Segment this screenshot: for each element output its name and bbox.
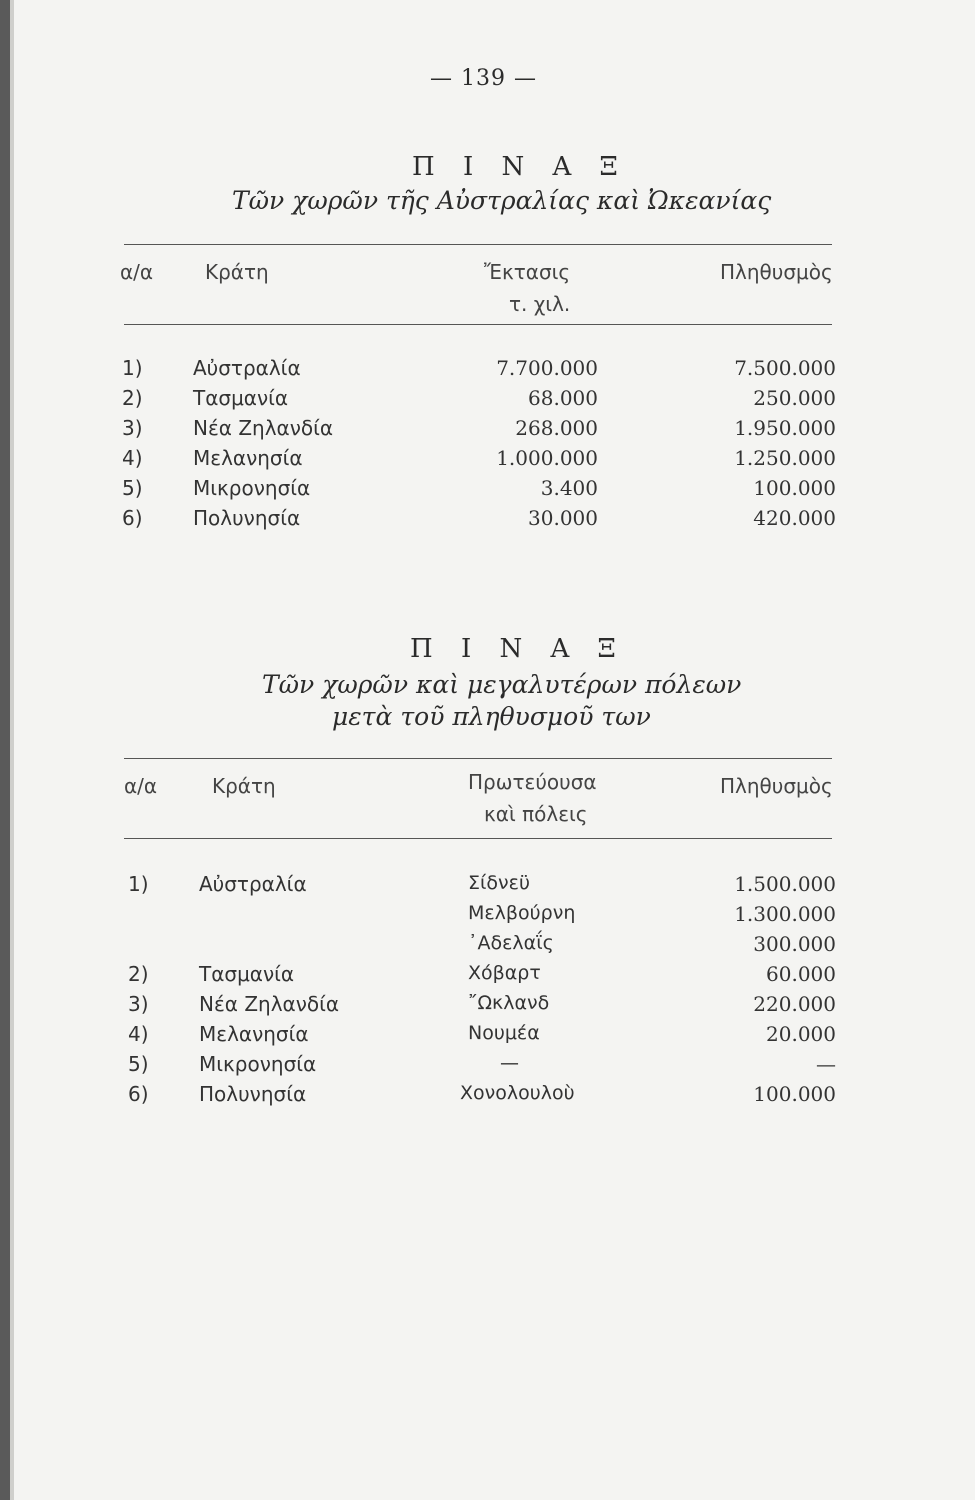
table2-header-rule <box>124 838 832 839</box>
row-index: 5) <box>122 476 143 500</box>
page-number: — 139 — <box>430 66 537 91</box>
row-state: Μικρονησία <box>199 1052 317 1076</box>
table2-header-population: Πληθυσμὸς <box>720 774 833 798</box>
row-city: Χόβαρτ <box>468 962 541 984</box>
row-city: Χονολουλοὺ <box>460 1082 575 1104</box>
row-population: 300.000 <box>753 932 836 956</box>
table2-header-state: Κράτη <box>212 774 276 798</box>
table1-title: Π Ι Ν Α Ξ <box>412 152 628 182</box>
table1-header-population: Πληθυσμὸς <box>720 260 833 284</box>
row-state: Αὐστραλία <box>199 872 307 896</box>
row-population: 1.300.000 <box>734 902 836 926</box>
table1-top-rule <box>124 244 832 245</box>
row-city: Σίδνεϋ <box>468 872 530 894</box>
page-binding-edge <box>0 0 10 1500</box>
row-state: Μελανησία <box>199 1022 309 1046</box>
row-area: 268.000 <box>515 416 598 440</box>
row-area: 68.000 <box>528 386 598 410</box>
table1-subtitle: Τῶν χωρῶν τῆς Αὐστραλίας καὶ Ὠκεανίας <box>232 186 772 215</box>
table2-title: Π Ι Ν Α Ξ <box>410 634 626 664</box>
row-index: 5) <box>128 1052 149 1076</box>
row-area: 1.000.000 <box>496 446 598 470</box>
row-population: 7.500.000 <box>734 356 836 380</box>
row-index: 1) <box>122 356 143 380</box>
row-index: 1) <box>128 872 149 896</box>
row-population: 250.000 <box>753 386 836 410</box>
row-city: — <box>500 1052 519 1074</box>
row-population: — <box>816 1052 836 1076</box>
row-index: 2) <box>128 962 149 986</box>
row-area: 7.700.000 <box>496 356 598 380</box>
row-state: Τασμανία <box>193 386 289 410</box>
table2-subtitle-line1: Τῶν χωρῶν καὶ μεγαλυτέρων πόλεων <box>262 670 742 699</box>
table2-header-capital-line2: καὶ πόλεις <box>484 802 588 826</box>
row-state: Τασμανία <box>199 962 295 986</box>
row-population: 100.000 <box>753 1082 836 1106</box>
page-binding-shadow <box>10 0 14 1500</box>
row-index: 3) <box>128 992 149 1016</box>
row-state: Νέα Ζηλανδία <box>193 416 334 440</box>
row-population: 1.500.000 <box>734 872 836 896</box>
table2-header-index: α/α <box>124 774 158 798</box>
row-index: 6) <box>122 506 143 530</box>
row-city: ᾿Αδελαΐς <box>468 932 554 954</box>
row-city: Νουμέα <box>468 1022 540 1044</box>
row-index: 6) <box>128 1082 149 1106</box>
row-index: 3) <box>122 416 143 440</box>
row-index: 4) <box>122 446 143 470</box>
table2-header-capital: Πρωτεύουσα <box>468 770 597 794</box>
row-population: 1.250.000 <box>734 446 836 470</box>
row-population: 1.950.000 <box>734 416 836 440</box>
row-population: 60.000 <box>766 962 836 986</box>
table2-subtitle-line2: μετὰ τοῦ πληθυσμοῦ των <box>332 702 651 731</box>
row-state: Μελανησία <box>193 446 303 470</box>
row-population: 100.000 <box>753 476 836 500</box>
row-area: 3.400 <box>540 476 598 500</box>
table1-header-state: Κράτη <box>205 260 269 284</box>
table2-top-rule <box>124 758 832 759</box>
row-state: Νέα Ζηλανδία <box>199 992 340 1016</box>
table1-header-area: Ἔκτασις <box>484 260 571 284</box>
row-index: 2) <box>122 386 143 410</box>
row-state: Μικρονησία <box>193 476 311 500</box>
row-state: Πολυνησία <box>193 506 301 530</box>
table1-header-index: α/α <box>120 260 154 284</box>
row-state: Αὐστραλία <box>193 356 301 380</box>
row-population: 420.000 <box>753 506 836 530</box>
table1-header-area-unit: τ. χιλ. <box>509 292 571 316</box>
row-city: ῎Ωκλανδ <box>468 992 550 1014</box>
row-area: 30.000 <box>528 506 598 530</box>
row-state: Πολυνησία <box>199 1082 307 1106</box>
table1-header-rule <box>124 324 832 325</box>
row-population: 220.000 <box>753 992 836 1016</box>
row-population: 20.000 <box>766 1022 836 1046</box>
row-index: 4) <box>128 1022 149 1046</box>
row-city: Μελβούρνη <box>468 902 576 924</box>
